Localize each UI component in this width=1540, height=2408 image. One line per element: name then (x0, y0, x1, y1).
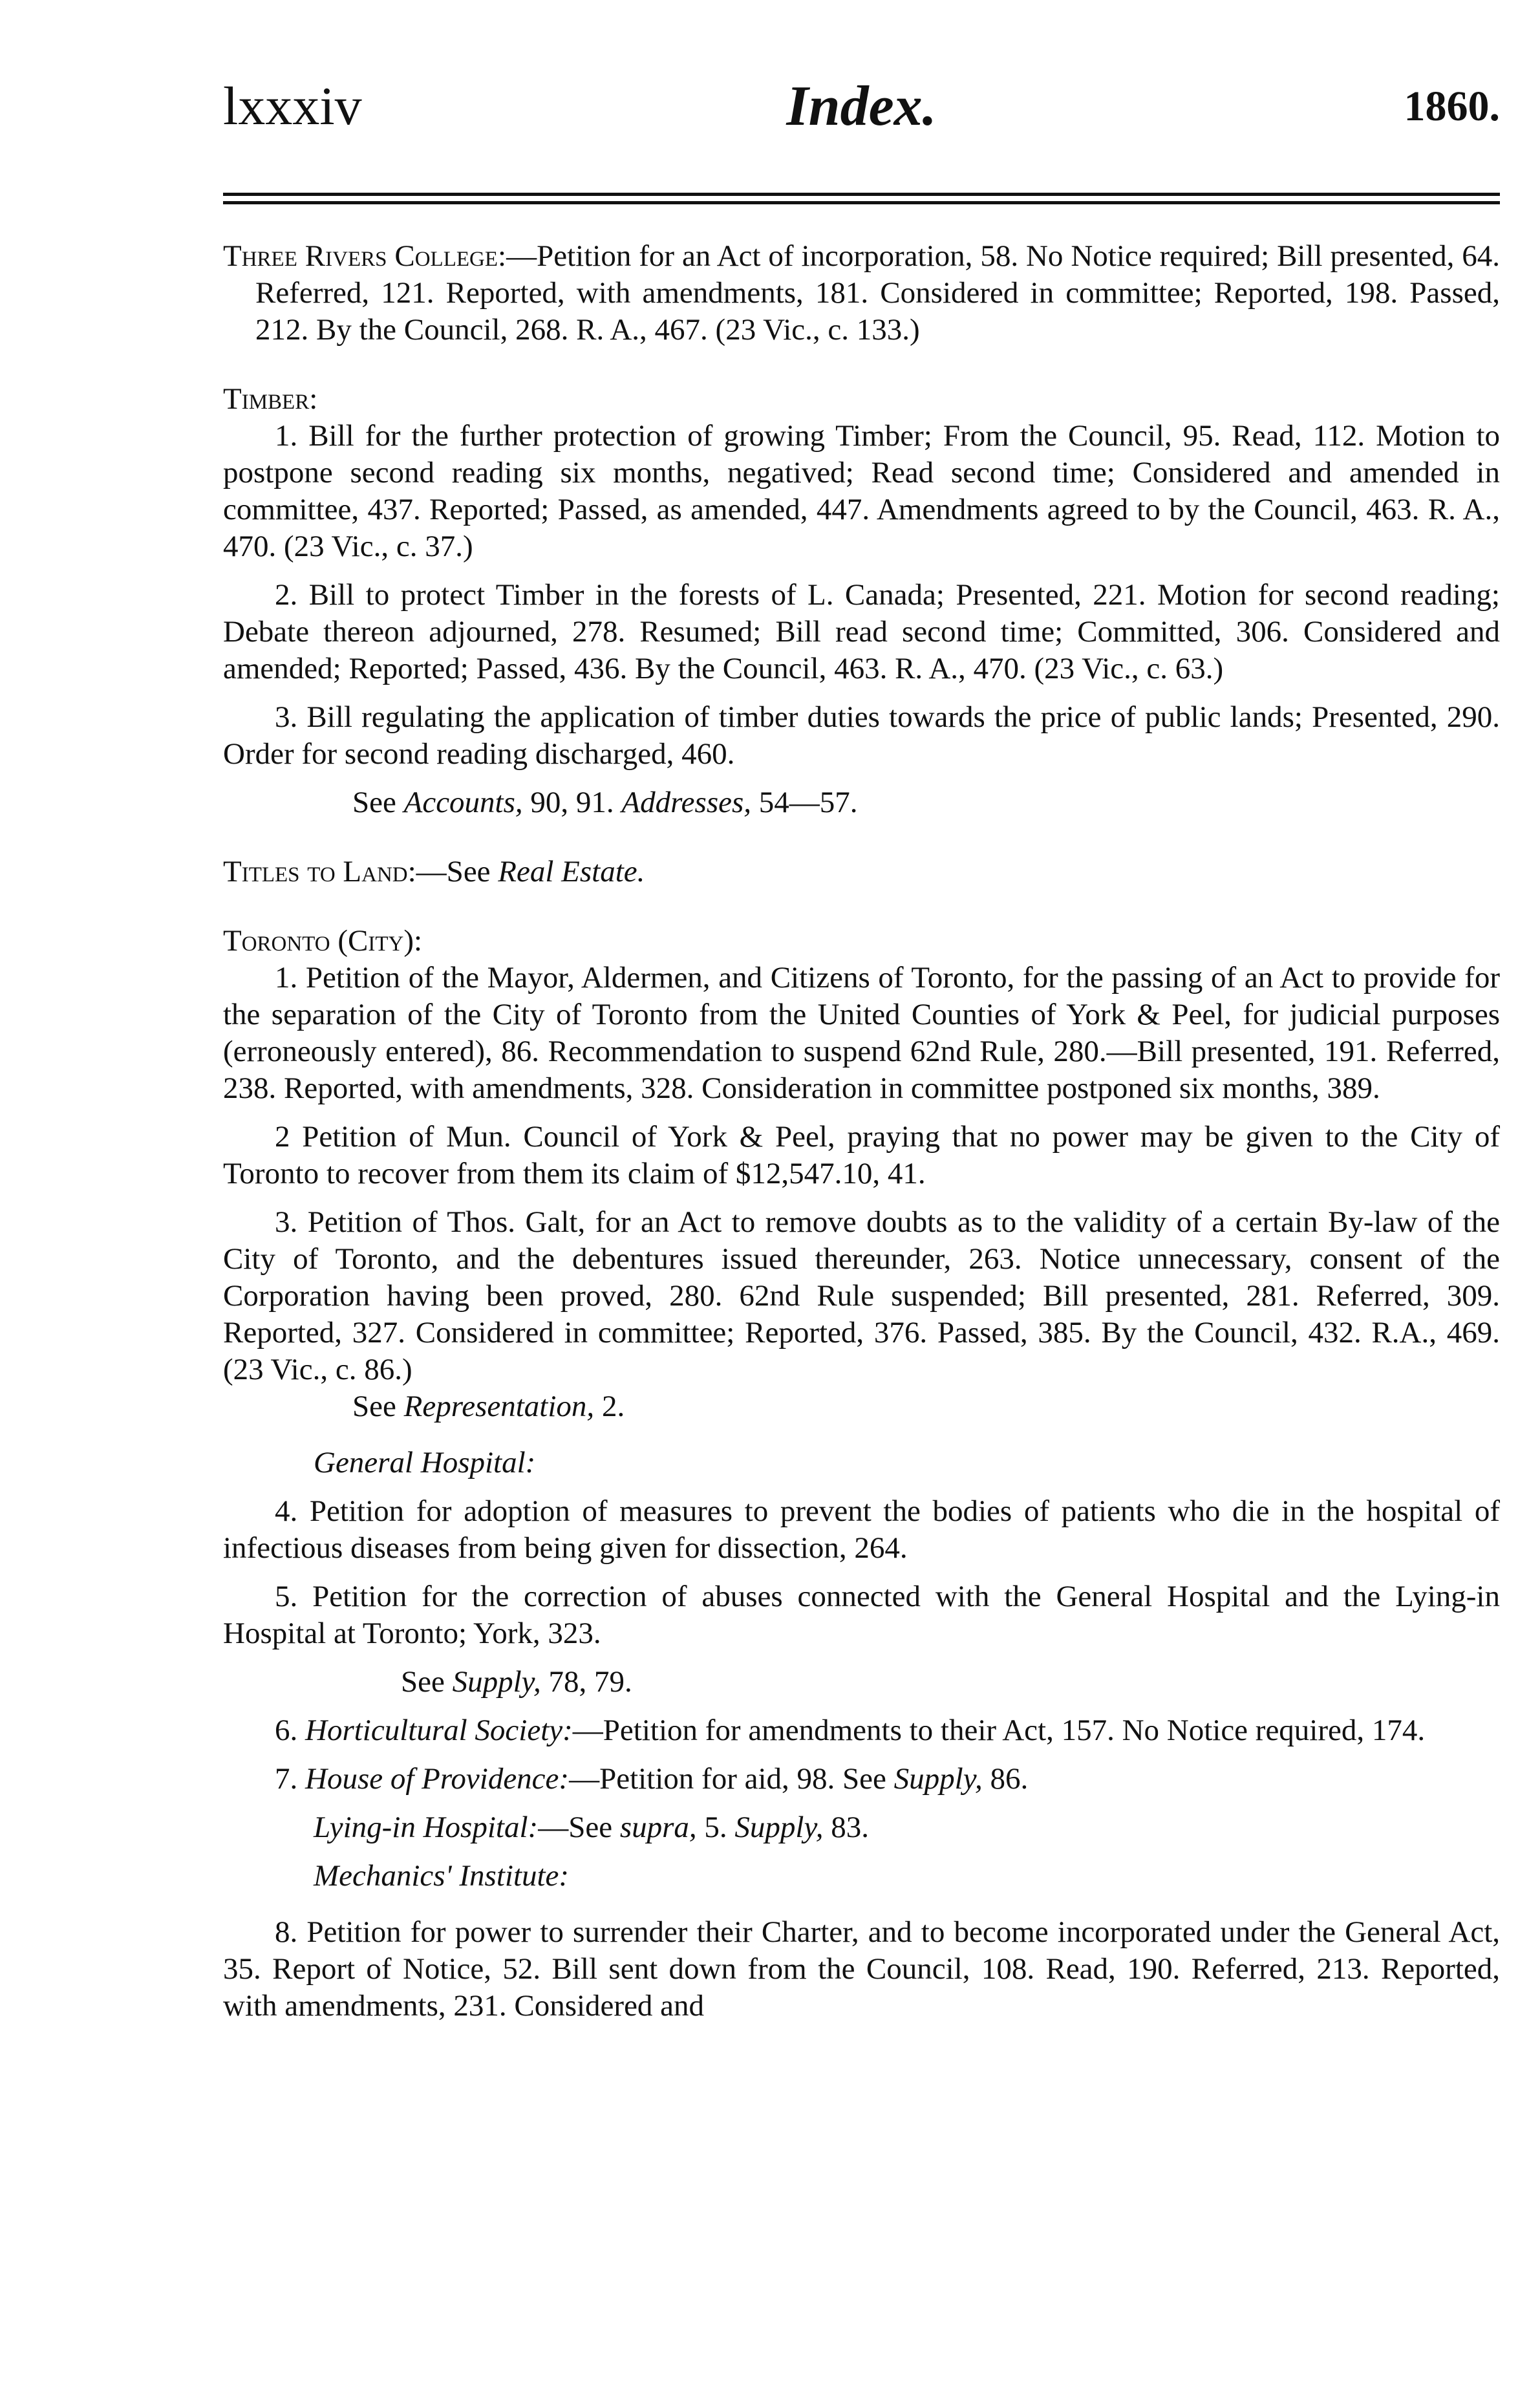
page-header (223, 71, 1500, 149)
toronto-lying-in-hospital: Lying-in Hospital:—See supra, 5. Supply, 83. (314, 1811, 869, 1844)
entry-titles-to-land: Titles to Land:—See Real Estate. (223, 855, 645, 888)
toronto-see-supply: See Supply, 78, 79. (401, 1665, 632, 1699)
toronto-item-7: 7. House of Providence:—Petition for aid, 98. See Supply, 86. (275, 1762, 1029, 1796)
toronto-item-1: 1. Petition of the Mayor, Aldermen, and Citizens of Toronto, for the passing of an Act to provide for the separation of the City of Toronto from the United Counties of York & Peel, for judicial purposes (erroneously entered), 86. Recommendation to suspend 62nd Rule, 280.—Bill presented, 191. Referred, 238. Reported, with amendments, 328. Consideration in committee postponed six months, 389. (223, 961, 1500, 1105)
timber-see-also: See Accounts, 90, 91. Addresses, 54—57. (352, 786, 858, 819)
header-rule-top (223, 193, 1500, 196)
toronto-item-3: 3. Petition of Thos. Galt, for an Act to remove doubts as to the validity of a certain By-law of the City of Toronto, and the debentures issued thereunder, 263. Notice unnecessary, consent of the Corporation having been proved, 280. 62nd Rule suspended; Bill presented, 281. Referred, 309. Reported, 327. Considered in committee; Reported, 376. Passed, 385. By the Council, 432. R.A., 469. (23 Vic., c. 86.) (223, 1205, 1500, 1386)
timber-item-3: 3. Bill regulating the application of timber duties towards the price of public lands; Presented, 290. Order for second reading discharged, 460. (223, 700, 1500, 771)
toronto-item-4: 4. Petition for adoption of measures to prevent the bodies of patients who die in the hospital of infectious diseases from being given for dissection, 264. (223, 1494, 1500, 1565)
toronto-item-2: 2 Petition of Mun. Council of York & Peel, praying that no power may be given to the City of Toronto to recover from them its claim of $12,547.10, 41. (223, 1120, 1500, 1190)
timber-item-2: 2. Bill to protect Timber in the forests of L. Canada; Presented, 221. Motion for second reading; Debate thereon adjourned, 278. Resumed; Bill read second time; Committed, 306. Considered and amended; Reported; Passed, 436. By the Council, 463. R. A., 470. (23 Vic., c. 63.) (223, 578, 1500, 685)
subheading-general-hospital: General Hospital: (314, 1446, 536, 1479)
entry-heading: Three Rivers College (223, 239, 498, 273)
toronto-item-6: 6. Horticultural Society:—Petition for amendments to their Act, 157. No Notice required, 174. (275, 1714, 1426, 1747)
timber-item-1: 1. Bill for the further protection of growing Timber; From the Council, 95. Read, 112. Motion to postpone second reading six months, negatived; Read second time; Considered and amended in committee, 437. Reported; Passed, as amended, 447. Amendments agreed to by the Council, 463. R. A., 470. (23 Vic., c. 37.) (223, 419, 1500, 563)
toronto-item-8: 8. Petition for power to surrender their Charter, and to become incorporated under the General Act, 35. Report of Notice, 52. Bill sent down from the Council, 108. Read, 190. Referred, 213. Reported, with amendments, 231. Considered and (223, 1915, 1500, 2023)
section-heading-timber: Timber: (223, 382, 318, 416)
page-year: 1860. (1404, 83, 1500, 130)
page-number: lxxxiv (223, 76, 362, 136)
toronto-see-representation: See Representation, 2. (352, 1390, 625, 1423)
page-title: Index. (786, 75, 937, 138)
header-rule-bottom (223, 201, 1500, 204)
index-body (223, 238, 1500, 2025)
section-heading-toronto: Toronto (City): (223, 924, 423, 958)
entry-text: :—Petition for an Act of incorporation, 58. No Notice required; Bill presented, 64. Referred, 121. Reported, with amendments, 181. Considered in committee; Reported, 198. Passed, 212. By the Council, 268. R. A., 467. (23 Vic., c. 133.) (255, 239, 1500, 347)
entry-three-rivers (223, 238, 1500, 349)
subheading-mechanics-institute: Mechanics' Institute: (314, 1859, 570, 1893)
toronto-item-5: 5. Petition for the correction of abuses connected with the General Hospital and the Lying-in Hospital at Toronto; York, 323. (223, 1580, 1500, 1650)
